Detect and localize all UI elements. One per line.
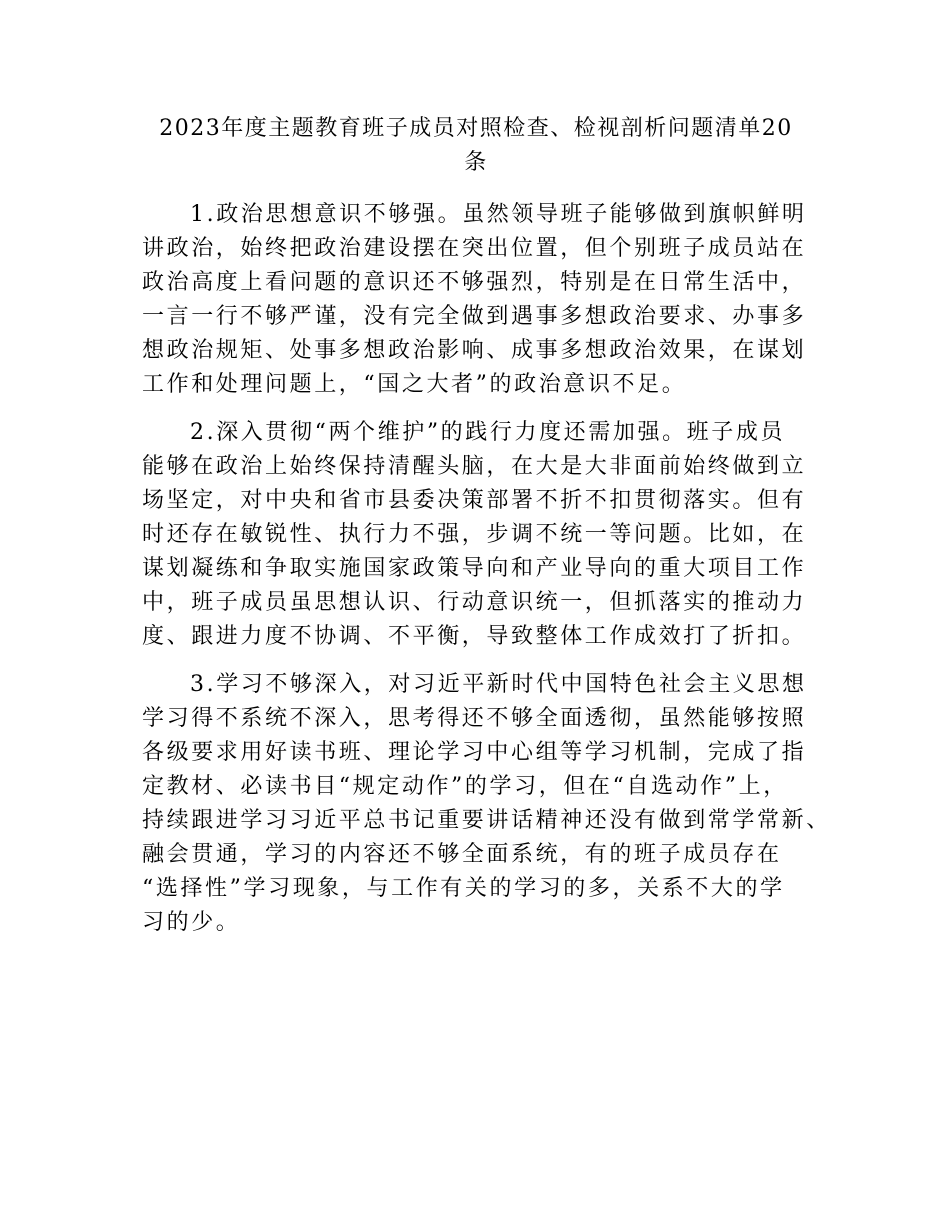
paragraph-line: 融会贯通，学习的内容还不够全面系统，有的班子成员存在 [142, 842, 782, 867]
title-line: 条 [464, 150, 488, 175]
paragraph-line: 1.政治思想意识不够强。虽然领导班子能够做到旗帜鲜明 [190, 202, 807, 227]
paragraph-2 [142, 416, 810, 654]
paragraph-line: 想政治规矩、处事多想政治影响、成事多想政治效果，在谋划 [142, 338, 807, 363]
paragraph-line: 能够在政治上始终保持清醒头脑，在大是大非面前始终做到立 [142, 454, 807, 479]
paragraph-line: 谋划凝练和争取实施国家政策导向和产业导向的重大项目工作 [142, 556, 807, 581]
paragraph-1 [142, 198, 810, 402]
paragraph-line: “选择性”学习现象，与工作有关的学习的多，关系不大的学 [142, 876, 785, 901]
title-line: 2023年度主题教育班子成员对照检查、检视剖析问题清单20 [159, 116, 793, 141]
paragraph-line: 习的少。 [142, 910, 241, 935]
paragraph-line: 学习得不系统不深入，思考得还不够全面透彻，虽然能够按照 [142, 706, 807, 731]
paragraph-line: 定教材、必读书目“规定动作”的学习，但在“自选动作”上， [142, 774, 788, 799]
document-page [142, 112, 831, 940]
paragraph-line: 各级要求用好读书班、理论学习中心组等学习机制，完成了指 [142, 740, 807, 765]
paragraph-line: 度、跟进力度不协调、不平衡，导致整体工作成效打了折扣。 [142, 624, 807, 649]
paragraph-line: 2.深入贯彻“两个维护”的践行力度还需加强。班子成员 [190, 420, 786, 445]
paragraph-line: 持续跟进学习习近平总书记重要讲话精神还没有做到常学常新、 [142, 808, 831, 833]
paragraph-line: 场坚定，对中央和省市县委决策部署不折不扣贯彻落实。但有 [142, 488, 807, 513]
paragraph-3 [142, 668, 831, 940]
paragraph-line: 讲政治，始终把政治建设摆在突出位置，但个别班子成员站在 [142, 236, 807, 261]
paragraph-line: 3.学习不够深入，对习近平新时代中国特色社会主义思想 [190, 672, 807, 697]
document-title [142, 112, 810, 180]
paragraph-line: 一言一行不够严谨，没有完全做到遇事多想政治要求、办事多 [142, 304, 807, 329]
paragraph-line: 时还存在敏锐性、执行力不强，步调不统一等问题。比如，在 [142, 522, 807, 547]
paragraph-line: 中，班子成员虽思想认识、行动意识统一，但抓落实的推动力 [142, 590, 807, 615]
paragraph-line: 工作和处理问题上，“国之大者”的政治意识不足。 [142, 372, 687, 397]
paragraph-line: 政治高度上看问题的意识还不够强烈，特别是在日常生活中， [142, 270, 807, 295]
